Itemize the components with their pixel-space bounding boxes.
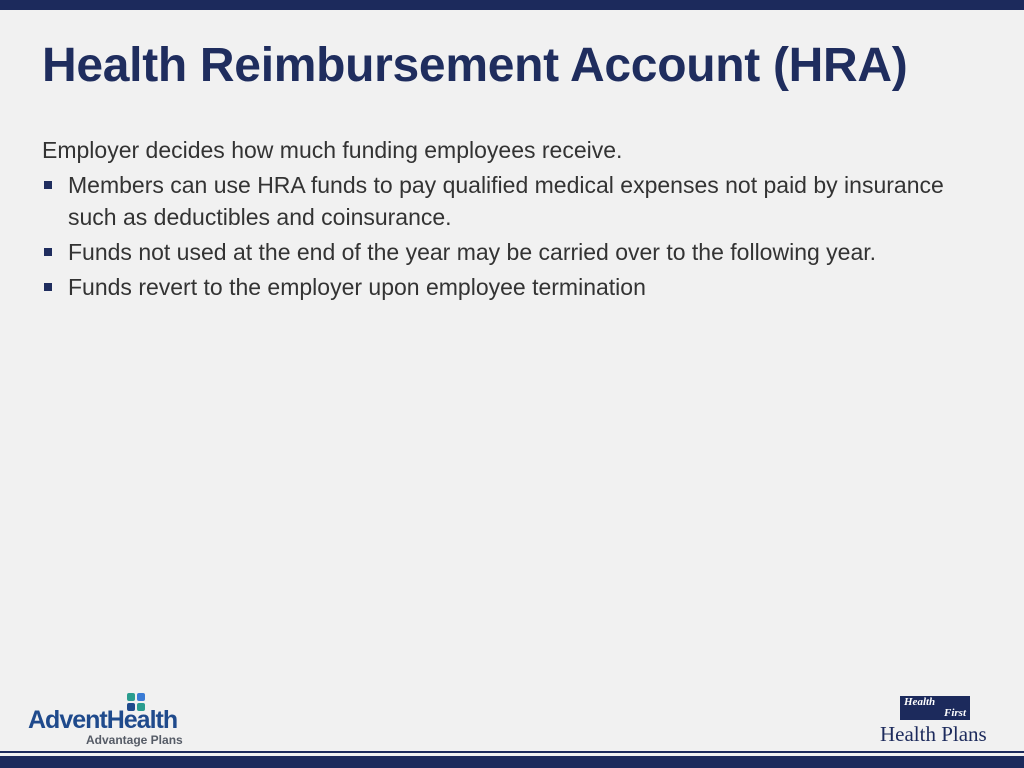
bullet-item	[42, 236, 992, 268]
bullet-text: Members can use HRA funds to pay qualified medical expenses not paid by insurance such as deductibles and coinsurance.	[68, 172, 944, 230]
slide-body	[42, 134, 992, 306]
bullet-item	[42, 169, 992, 233]
health-first-logo-name: Health Plans	[880, 722, 987, 746]
slide-title: Health Reimbursement Account (HRA)	[42, 39, 908, 92]
bottom-divider-line	[0, 751, 1024, 753]
square-bullet-icon	[44, 248, 52, 256]
top-accent-bar	[0, 0, 1024, 10]
bullet-list	[42, 169, 992, 303]
health-first-badge-line1: Health	[904, 696, 936, 708]
square-bullet-icon	[44, 283, 52, 291]
bullet-text: Funds revert to the employer upon employee termination	[68, 274, 646, 300]
health-first-badge-line2: First	[943, 707, 966, 719]
health-first-badge	[900, 696, 970, 720]
intro-text: Employer decides how much funding employees receive.	[42, 137, 623, 163]
bullet-item	[42, 271, 992, 303]
square-bullet-icon	[44, 181, 52, 189]
adventhealth-logo-name: AdventHealth	[28, 706, 178, 734]
health-first-logo	[870, 694, 1000, 750]
adventhealth-logo-subtitle: Advantage Plans	[86, 733, 183, 747]
bottom-accent-bar	[0, 756, 1024, 768]
bullet-text: Funds not used at the end of the year may be carried over to the following year.	[68, 239, 877, 265]
adventhealth-logo	[28, 690, 198, 750]
